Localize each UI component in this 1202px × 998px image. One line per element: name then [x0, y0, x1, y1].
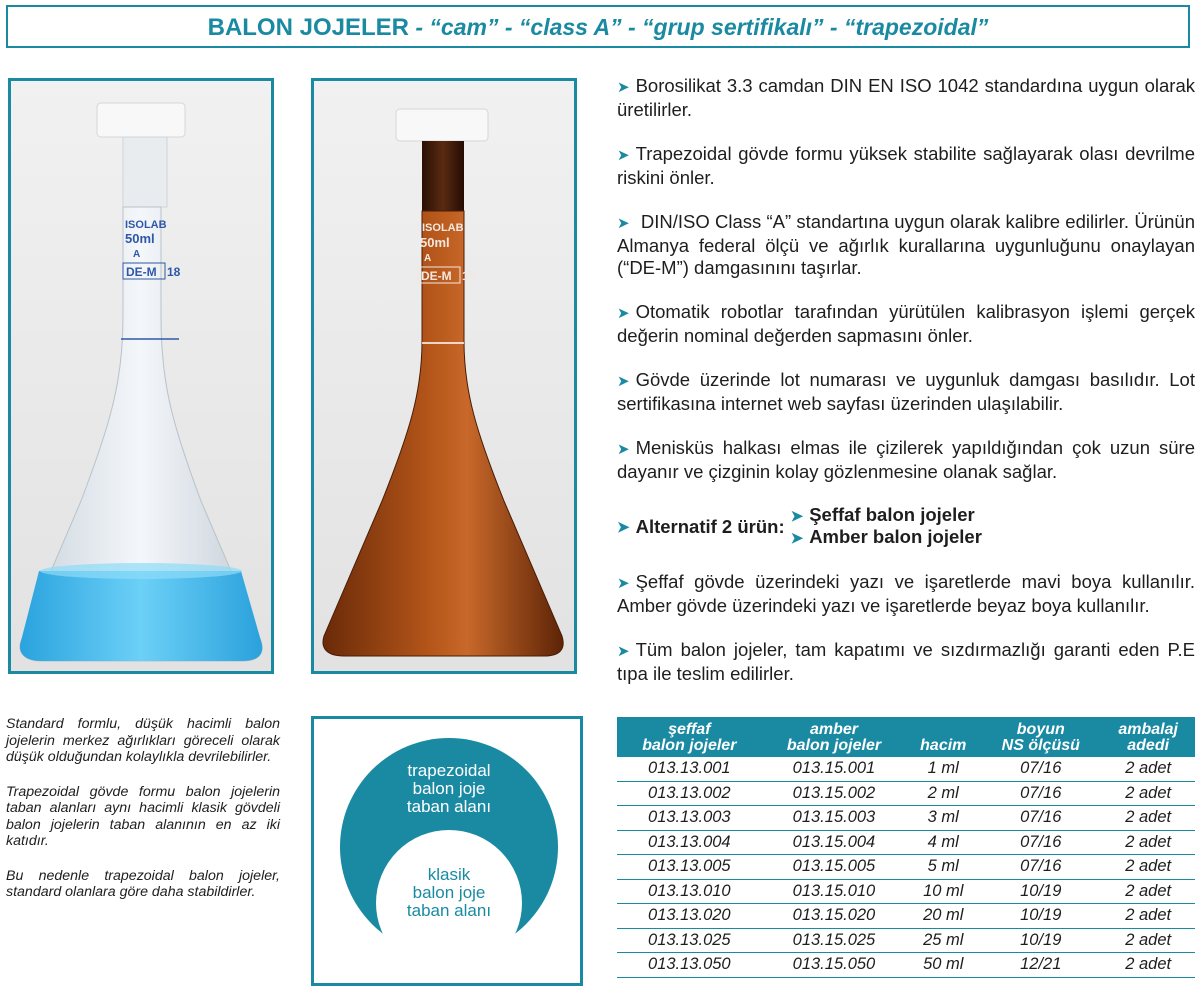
package-cell: 2 adet: [1101, 904, 1195, 929]
amber-label-number: 15: [462, 269, 476, 283]
feature-item: ➤ DIN/ISO Class “A” standartına uygun olarak kalibre edilirler. Ürünün Almanya federal ölçü ve ağırlık kurallarına uygunluğunu onaylayan (“DE-M”) damgasınını taşırlar.: [617, 211, 1195, 278]
amber-code-cell: 013.15.004: [762, 830, 907, 855]
feature-item: ➤ Trapezoidal gövde formu yüksek stabilite sağlayarak olası devrilme riskini önler.: [617, 143, 1195, 188]
arrow-icon: ➤: [617, 147, 630, 164]
alternatives-list: [791, 505, 982, 549]
clear-code-cell: 013.13.001: [617, 757, 762, 781]
clear-label-volume: 50ml: [125, 231, 155, 246]
col-header-neck-size: boyun NS ölçüsü: [980, 717, 1101, 757]
neck-size-cell: 10/19: [980, 879, 1101, 904]
amber-code-cell: 013.15.010: [762, 879, 907, 904]
clear-code-cell: 013.13.005: [617, 855, 762, 880]
clear-label-brand: ISOLAB: [125, 219, 167, 231]
clear-label-class: A: [133, 249, 141, 260]
table-row: [617, 928, 1195, 953]
amber-flask-illustration: [314, 81, 574, 671]
base-area-diagram: [311, 716, 583, 986]
clear-code-cell: 013.13.020: [617, 904, 762, 929]
table-row: [617, 904, 1195, 929]
clear-code-cell: 013.13.050: [617, 953, 762, 978]
amber-code-cell: 013.15.005: [762, 855, 907, 880]
package-cell: 2 adet: [1101, 855, 1195, 880]
title-subtitle: - “cam” - “class A” - “grup sertifikalı” - “trapezoidal”: [408, 14, 989, 40]
note-paragraph: Trapezoidal gövde formu balon jojelerin taban alanları aynı hacimli klasik gövdeli balon jojelerin taban alanının en az iki katıdır.: [6, 783, 280, 849]
table-row: [617, 757, 1195, 781]
col-header-amber-code: amber balon jojeler: [762, 717, 907, 757]
table-row: [617, 781, 1195, 806]
amber-label-brand: ISOLAB: [422, 222, 464, 234]
trapezoidal-base-label: trapezoidal balon joje taban alanı: [406, 761, 492, 816]
clear-code-cell: 013.13.003: [617, 806, 762, 831]
title-main: BALON JOJELER: [207, 14, 409, 41]
clear-label-stamp: DE-M: [126, 265, 157, 279]
neck-size-cell: 10/19: [980, 928, 1101, 953]
neck-size-cell: 07/16: [980, 781, 1101, 806]
amber-label-volume: 50ml: [420, 235, 450, 250]
volume-cell: 50 ml: [906, 953, 980, 978]
classic-base-circle: [376, 830, 522, 976]
col-header-package: ambalaj adedi: [1101, 717, 1195, 757]
feature-list: [617, 75, 1195, 707]
neck-size-cell: 07/16: [980, 830, 1101, 855]
alternatives-label: Alternatif 2 ürün:: [635, 516, 785, 537]
volume-cell: 4 ml: [906, 830, 980, 855]
volume-cell: 5 ml: [906, 855, 980, 880]
amber-label-stamp: DE-M: [421, 269, 452, 283]
stability-notes: [6, 716, 280, 919]
package-cell: 2 adet: [1101, 953, 1195, 978]
feature-item: ➤ Gövde üzerinde lot numarası ve uygunluk damgası basılıdır. Lot sertifikasına internet web sayfası üzerinden ulaşılabilir.: [617, 369, 1195, 414]
volume-cell: 2 ml: [906, 781, 980, 806]
table-row: [617, 879, 1195, 904]
amber-code-cell: 013.15.002: [762, 781, 907, 806]
amber-label-class: A: [424, 253, 432, 264]
volume-cell: 10 ml: [906, 879, 980, 904]
amber-code-cell: 013.15.020: [762, 904, 907, 929]
arrow-icon: ➤: [617, 373, 630, 390]
clear-flask-photo: [8, 78, 274, 674]
clear-label-number: 18: [167, 265, 181, 279]
page-title: [6, 5, 1190, 48]
table-row: [617, 953, 1195, 978]
table-header-row: [617, 717, 1195, 757]
neck-size-cell: 12/21: [980, 953, 1101, 978]
clear-code-cell: 013.13.004: [617, 830, 762, 855]
note-paragraph: Standard formlu, düşük hacimli balon jojelerin merkez ağırlıkları göreceli olarak düşük olduğundan kolaylıkla devrilebilirler.: [6, 716, 280, 765]
feature-item: ➤ Menisküs halkası elmas ile çizilerek yapıldığından çok uzun süre dayanır ve çizginin kolay gözlenmesine olanak sağlar.: [617, 437, 1195, 482]
volume-cell: 1 ml: [906, 757, 980, 781]
arrow-icon: ➤: [790, 530, 804, 547]
feature-item: ➤ Otomatik robotlar tarafından yürütülen kalibrasyon işlemi gerçek değerin nominal değerden sapmasını önler.: [617, 301, 1195, 346]
volume-cell: 3 ml: [906, 806, 980, 831]
arrow-icon: ➤: [617, 575, 630, 592]
table-row: [617, 855, 1195, 880]
arrow-icon: ➤: [617, 519, 630, 536]
package-cell: 2 adet: [1101, 806, 1195, 831]
arrow-icon: ➤: [617, 643, 630, 660]
package-cell: 2 adet: [1101, 928, 1195, 953]
neck-size-cell: 07/16: [980, 757, 1101, 781]
clear-code-cell: 013.13.025: [617, 928, 762, 953]
note-paragraph: Bu nedenle trapezoidal balon jojeler, standard olanlara göre daha stabildirler.: [6, 867, 280, 900]
feature-item: ➤ Şeffaf gövde üzerindeki yazı ve işaretlerde mavi boya kullanılır. Amber gövde üzerindeki yazı ve işaretlerde beyaz boya kullanılır.: [617, 571, 1195, 616]
arrow-icon: ➤: [617, 305, 630, 322]
table-body: [617, 757, 1195, 977]
package-cell: 2 adet: [1101, 830, 1195, 855]
feature-item: ➤ Borosilikat 3.3 camdan DIN EN ISO 1042 standardına uygun olarak üretilirler.: [617, 75, 1195, 120]
amber-code-cell: 013.15.050: [762, 953, 907, 978]
alternative-item: ➤ Şeffaf balon jojeler: [790, 504, 975, 525]
arrow-icon: ➤: [617, 215, 630, 232]
amber-code-cell: 013.15.001: [762, 757, 907, 781]
col-header-clear-code: şeffaf balon jojeler: [617, 717, 762, 757]
amber-code-cell: 013.15.003: [762, 806, 907, 831]
alternative-item: ➤ Amber balon jojeler: [790, 526, 982, 547]
package-cell: 2 adet: [1101, 879, 1195, 904]
col-header-volume: hacim: [906, 717, 980, 757]
amber-flask-photo: [311, 78, 577, 674]
clear-code-cell: 013.13.010: [617, 879, 762, 904]
trapezoidal-base-circle: [340, 738, 558, 956]
product-table: [617, 717, 1195, 978]
amber-code-cell: 013.15.025: [762, 928, 907, 953]
volume-cell: 25 ml: [906, 928, 980, 953]
neck-size-cell: 07/16: [980, 855, 1101, 880]
volume-cell: 20 ml: [906, 904, 980, 929]
arrow-icon: ➤: [617, 441, 630, 458]
arrow-icon: ➤: [790, 508, 804, 525]
table-row: [617, 830, 1195, 855]
arrow-icon: ➤: [617, 79, 630, 96]
neck-size-cell: 10/19: [980, 904, 1101, 929]
feature-item: ➤ Tüm balon jojeler, tam kapatımı ve sızdırmazlığı garanti eden P.E tıpa ile teslim edilirler.: [617, 639, 1195, 684]
package-cell: 2 adet: [1101, 781, 1195, 806]
classic-base-label: klasik balon joje taban alanı: [406, 865, 492, 920]
alternatives-row: [617, 505, 1195, 549]
neck-size-cell: 07/16: [980, 806, 1101, 831]
clear-flask-illustration: [11, 81, 271, 671]
package-cell: 2 adet: [1101, 757, 1195, 781]
clear-code-cell: 013.13.002: [617, 781, 762, 806]
table-row: [617, 806, 1195, 831]
